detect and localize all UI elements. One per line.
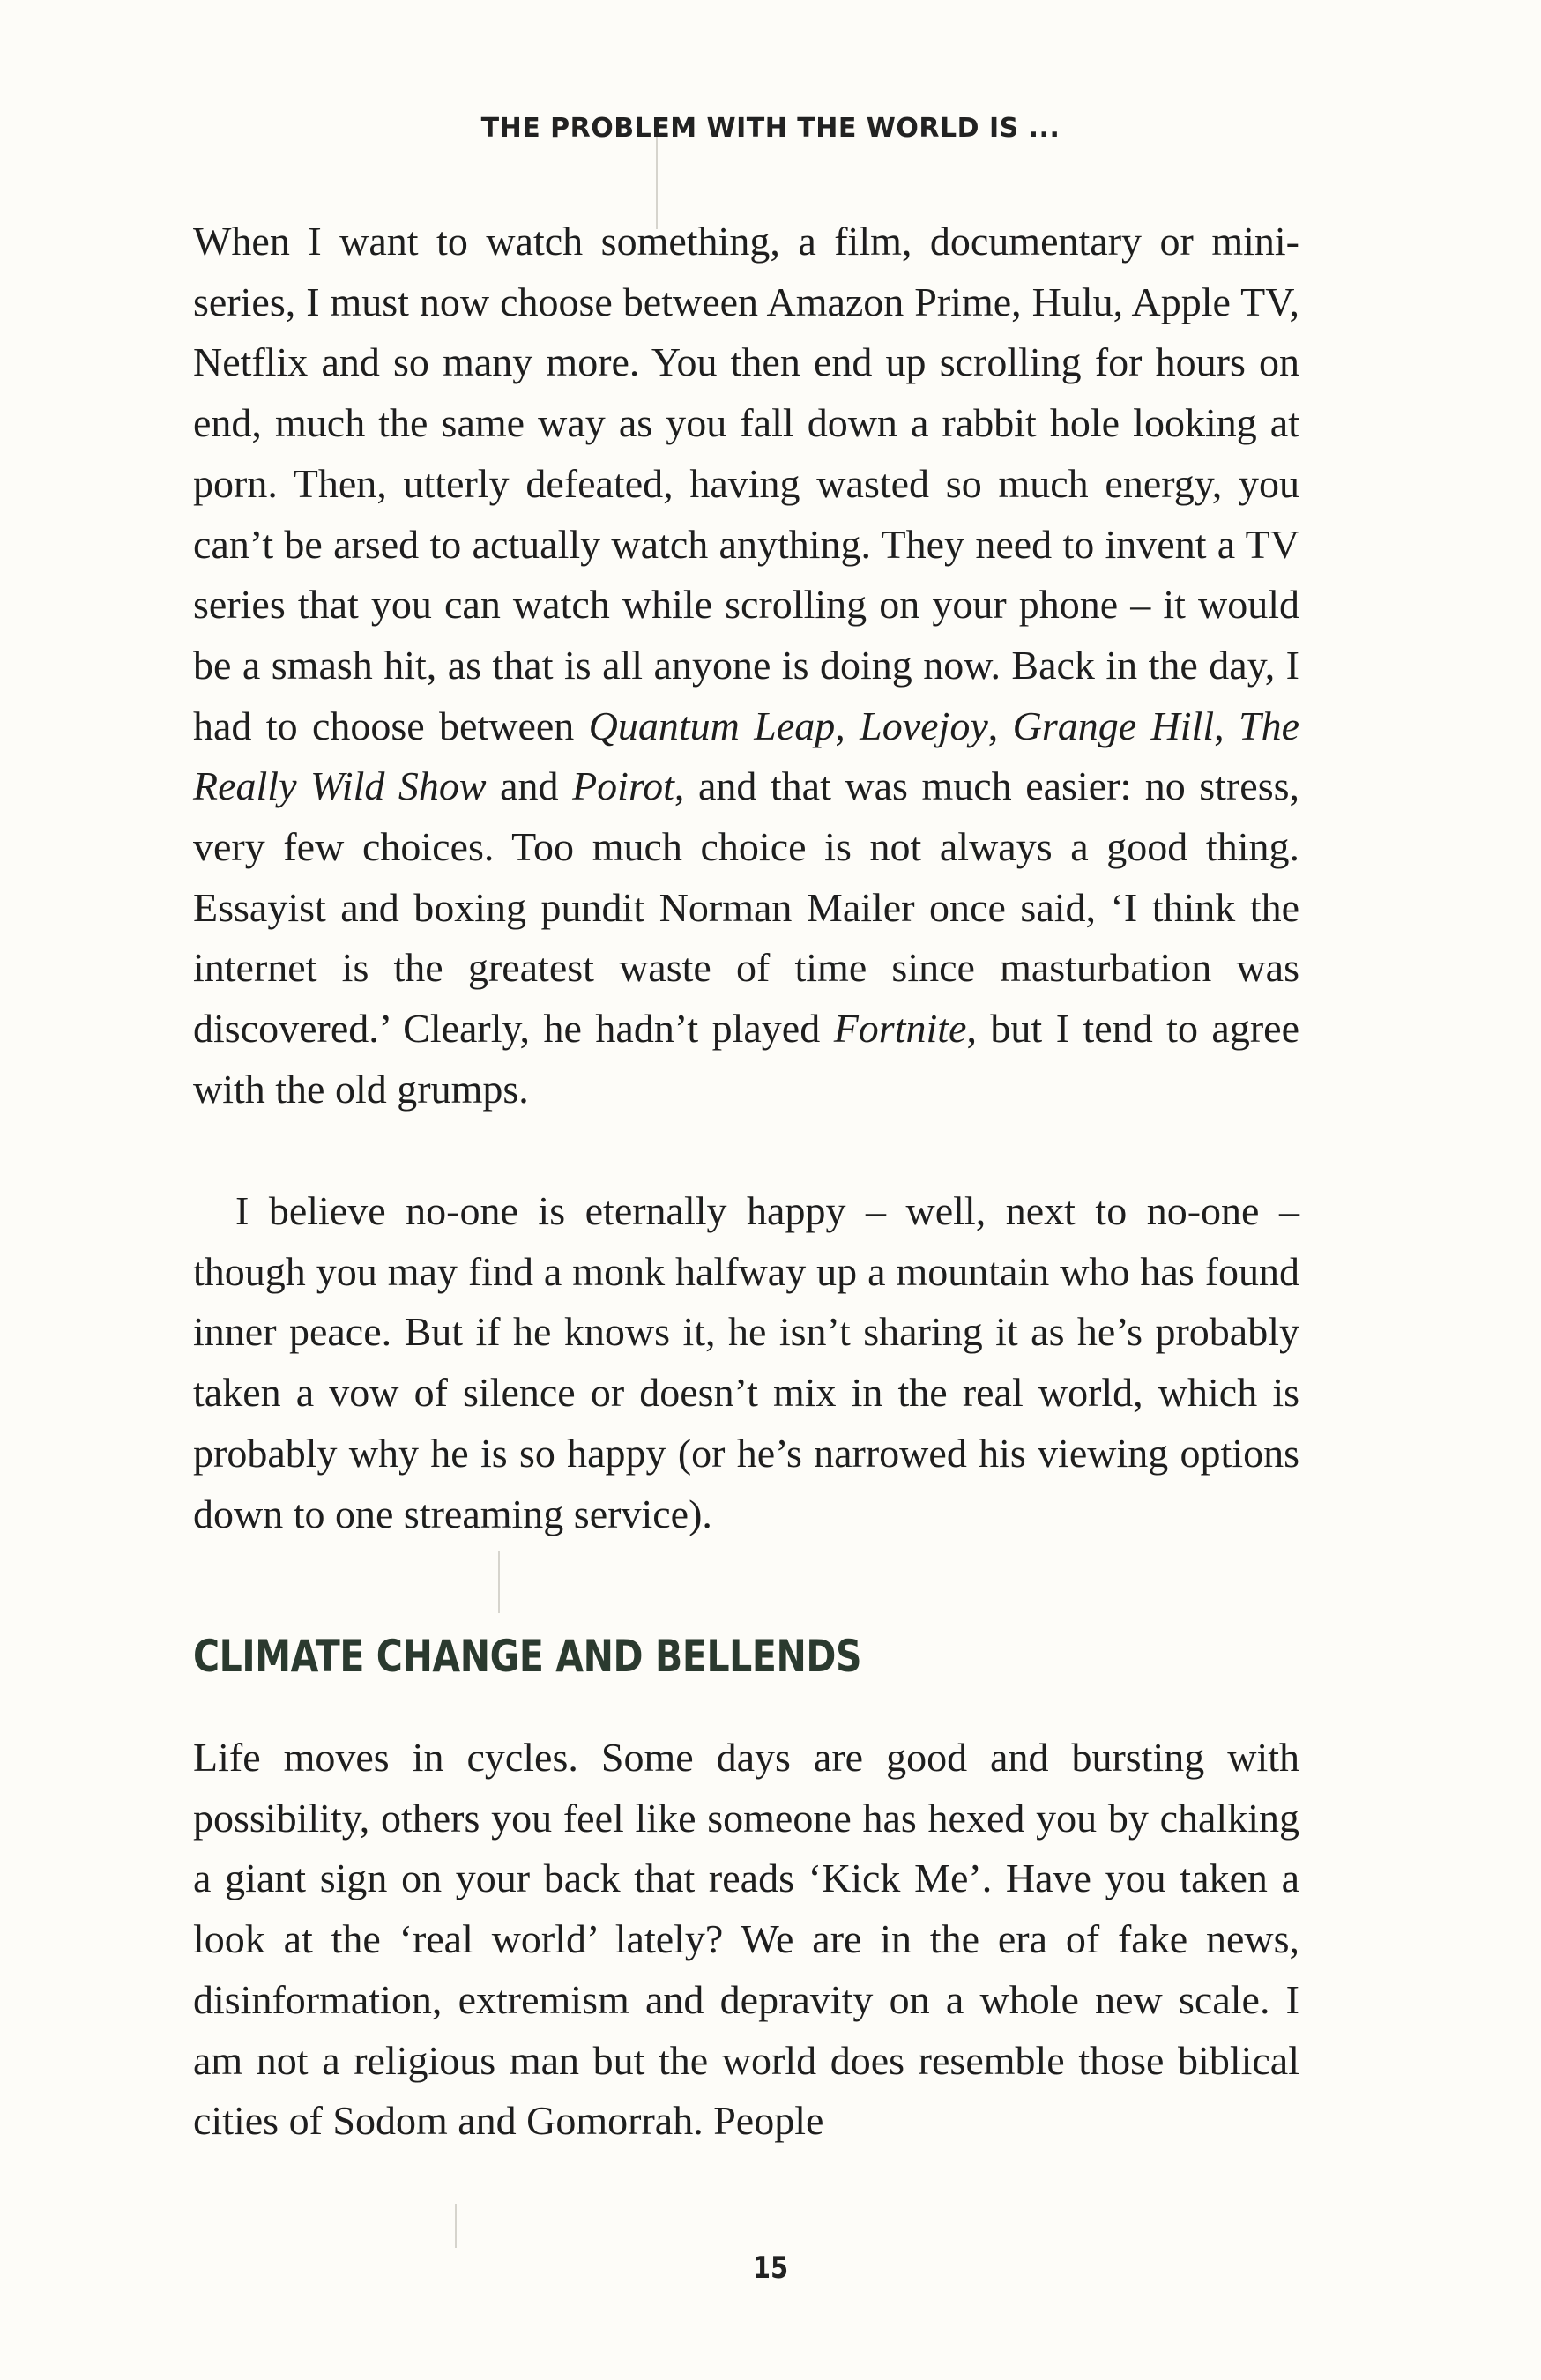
body-paragraph-3 bbox=[193, 1728, 1299, 2152]
scan-mark bbox=[498, 1551, 500, 1613]
italic-title: Grange Hill bbox=[1012, 703, 1215, 748]
italic-title: The Really Wild Show bbox=[193, 703, 1299, 809]
italic-title: Lovejoy bbox=[860, 703, 988, 748]
text-run: , bbox=[835, 703, 860, 748]
paragraph-text bbox=[193, 212, 1299, 1120]
text-run: , and that was much easier: no stress, very few choices. Too much choice is not always a good thing. Essayist and boxing pundit Norman Mailer once said, ‘I think the internet is the greatest waste of time since masturbation was discovered.’ Clearly, he hadn’t played bbox=[193, 763, 1300, 1052]
text-run: When I want to watch something, a film, documentary or mini-series, I must now choose between Amazon Prime, Hulu, Apple TV, Netflix and so many more. You then end up scrolling for hours on end, much the same way as you fall down a rabbit hole looking at porn. Then, utterly defeated, having wasted so much energy, you can’t be arsed to actually watch anything. They need to invent a TV series that you can watch while scrolling on your phone – it would be a smash hit, as that is all anyone is doing now. Back in the day, I had to choose between bbox=[193, 219, 1299, 748]
italic-title: Poirot bbox=[572, 763, 674, 809]
body-paragraph-1 bbox=[193, 212, 1299, 1120]
section-heading: CLIMATE CHANGE AND BELLENDS bbox=[193, 1631, 862, 1682]
text-run: and bbox=[486, 763, 573, 809]
text-run: , bbox=[987, 703, 1013, 748]
page-number: 15 bbox=[752, 2250, 789, 2286]
body-paragraph-2 bbox=[193, 1181, 1299, 1544]
scan-mark bbox=[455, 2204, 457, 2248]
running-head: THE PROBLEM WITH THE WORLD IS ... bbox=[480, 113, 1061, 144]
paragraph-text: Life moves in cycles. Some days are good and bursting with possibility, others you feel like someone has hexed you by chalking a giant sign on your back that reads ‘Kick Me’. Have you taken a look at the ‘real world’ lately? We are in the era of fake news, disinformation, extremism and depravity on a whole new scale. I am not a religious man but the world does resemble those biblical cities of Sodom and Gomorrah. People bbox=[193, 1735, 1299, 2144]
italic-title: Quantum Leap bbox=[588, 703, 836, 748]
italic-title: Fortnite bbox=[833, 1006, 967, 1052]
paragraph-text: I believe no-one is eternally happy – well, next to no-one – though you may find a monk halfway up a mountain who has found inner peace. But if he knows it, he isn’t sharing it as he’s probably taken a vow of silence or doesn’t mix in the real world, which is probably why he is so happy (or he’s narrowed his viewing options down to one streaming service). bbox=[193, 1188, 1299, 1536]
text-run: , but I tend to agree with the old grumps. bbox=[193, 1006, 1299, 1112]
text-run: , bbox=[1214, 703, 1239, 748]
